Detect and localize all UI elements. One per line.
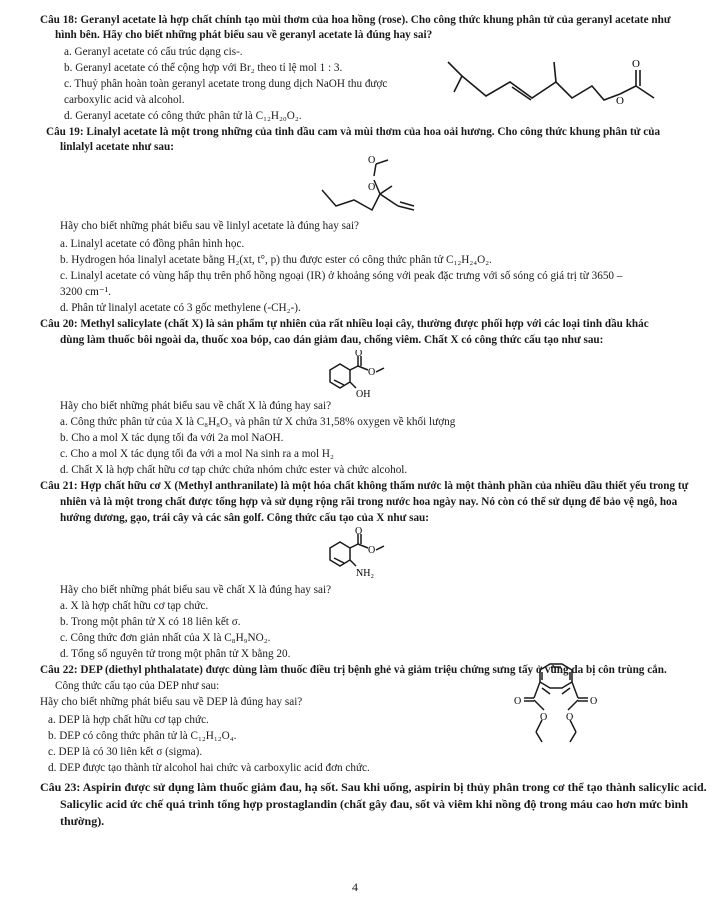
q22-ask: Hãy cho biết những phát biểu sau về DEP là đúng hay sai? [40, 696, 303, 708]
carbonyl-o-label: O [355, 526, 363, 537]
q20-option-b: b. Cho a mol X tác dụng tối đa với 2a mol NaOH. [60, 432, 284, 444]
q22-option-a: a. DEP là hợp chất hữu cơ tạp chức. [48, 714, 209, 726]
carbonyl-o-label: O [355, 350, 363, 359]
ester-o-label: O [368, 367, 376, 378]
q23-line1 [40, 780, 707, 794]
q18-option-c: c. Thuỷ phân hoàn toàn geranyl acetate trong dung dịch NaOH thu được [64, 78, 388, 90]
q19-stem-line1: Câu 19: Linalyl acetate là một trong những của tinh dầu cam và mùi thơm của hoa oải hương. Cho công thức khung phân tử của [46, 126, 661, 138]
q19-option-c: c. Linalyl acetate có vùng hấp thụ trên phổ hồng ngoại (IR) ở khoảng sóng với peak đặc trưng với số sóng có giá trị từ 3650 – [60, 270, 623, 282]
q19-option-d: d. Phân tử linalyl acetate có 3 gốc methylene (-CH₂-). [60, 302, 301, 314]
q21-option-a: a. X là hợp chất hữu cơ tạp chức. [60, 600, 209, 612]
q23-text: Câu 23: Aspirin được sử dụng làm thuốc giảm đau, hạ sốt. Sau khi uống, aspirin bị thủy phân trong cơ thể tạo thành salicylic acid. [40, 780, 707, 794]
q19-option-b: b. Hydrogen hóa linalyl acetate bằng H₂(xt, t°, p) thu được ester có công thức phân tử C₁₂H₂₄O₂. [60, 254, 492, 266]
q18-option-c-cont: carboxylic acid và alcohol. [64, 94, 185, 106]
q22-option-b: b. DEP có công thức phân tử là C₁₂H₁₂O₄. [48, 730, 237, 742]
q18-stem-line2: hình bên. Hãy cho biết những phát biểu sau về geranyl acetate là đúng hay sai? [55, 29, 433, 41]
right-carbonyl-o-label: O [590, 696, 598, 707]
page-number: 4 [352, 880, 358, 894]
ester-o-label: O [368, 545, 376, 556]
geranyl-acetate-structure [440, 48, 670, 114]
left-carbonyl-o-label: O [514, 696, 522, 707]
dep-structure [506, 658, 606, 764]
q19-option-c-cont: 3200 cm⁻¹. [60, 286, 111, 298]
q20-stem-line1: Câu 20: Methyl salicylate (chất X) là sản phẩm tự nhiên của rất nhiều loại cây, thường được phối hợp với các loại tinh dầu khác [40, 318, 649, 330]
methyl-anthranilate-structure [318, 524, 398, 582]
q21-option-b: b. Trong một phân tử X có 18 liên kết σ. [60, 616, 241, 628]
q23-line3: thường). [60, 814, 105, 828]
q18-stem-line1: Câu 18: Geranyl acetate là hợp chất chính tạo mùi thơm của hoa hồng (rose). Cho công thức khung phân tử của geranyl acetate như [40, 14, 671, 26]
q22-subtitle: Công thức cấu tạo của DEP như sau: [55, 680, 220, 692]
q23-line2: Salicylic acid ức chế quá trình tổng hợp prostaglandin (chất gây đau, sốt và viêm khi nồng độ trong máu cao hơn mức bình [60, 797, 689, 811]
q18-option-b: b. Geranyl acetate có thể cộng hợp với Br₂ theo tỉ lệ mol 1 : 3. [64, 62, 343, 74]
q20-option-a: a. Công thức phân tử của X là C₈H₈O₃ và phân tử X chứa 31,58% oxygen về khối lượng [60, 416, 456, 428]
q20-ask: Hãy cho biết những phát biểu sau về chất X là đúng hay sai? [60, 400, 332, 412]
hydroxyl-label: OH [356, 389, 371, 400]
right-ester-o-label: O [566, 712, 574, 723]
q19-option-a: a. Linalyl acetate có đồng phân hình học. [60, 238, 245, 250]
carbonyl-o-label: O [632, 58, 640, 70]
q20-option-d: d. Chất X là hợp chất hữu cơ tạp chức chứa nhóm chức ester và chức alcohol. [60, 464, 408, 476]
linalyl-acetate-structure [318, 150, 428, 220]
q20-option-c: c. Cho a mol X tác dụng tối đa với a mol Na sinh ra a mol H₂ [60, 448, 334, 460]
q22-stem: Câu 22: DEP (diethyl phthalatate) được dùng làm thuốc điều trị bệnh ghẻ và giảm triệu chứng sưng tấy ở vùng da bị côn trùng cắn. [40, 664, 667, 676]
q21-option-d: d. Tổng số nguyên tử trong một phân tử X bằng 20. [60, 648, 291, 660]
q20-stem-line2: dùng làm thuốc bôi ngoài da, thuốc xoa bóp, cao dán giảm đau, chống viêm. Chất X có công thức cấu tạo như sau: [60, 334, 604, 346]
q21-ask: Hãy cho biết những phát biểu sau về chất X là đúng hay sai? [60, 584, 332, 596]
q21-stem-line1: Câu 21: Hợp chất hữu cơ X (Methyl anthranilate) là một hóa chất không thấm nước là một thành phần của nhiều dầu thiết yếu trong tự [40, 480, 689, 492]
q21-stem-line2: nhiên và là một trong chất được tổng hợp và sử dụng rộng rãi trong nước hoa ngày nay. Nó còn có thể sử dụng để bảo vệ ngô, hoa [60, 496, 678, 508]
ester-o-label: O [616, 95, 624, 107]
q22-option-c: c. DEP là có 30 liên kết σ (sigma). [48, 746, 203, 758]
q19-stem-line2: linlalyl acetate như sau: [60, 141, 174, 153]
ester-o-label: O [368, 182, 376, 193]
left-ester-o-label: O [540, 712, 548, 723]
carbonyl-o-label: O [368, 155, 376, 166]
q21-option-c: c. Công thức đơn giản nhất của X là C₈H₉NO₂. [60, 632, 271, 644]
amino-label: NH₂ [356, 568, 374, 579]
q18-option-a: a. Geranyl acetate có cấu trúc dạng cis-. [64, 46, 243, 58]
methyl-salicylate-structure [318, 350, 398, 400]
q22-option-d: d. DEP được tạo thành từ alcohol hai chức và carboxylic acid đơn chức. [48, 762, 370, 774]
q18-option-d: d. Geranyl acetate có công thức phân tử là C₁₂H₂₀O₂. [64, 110, 302, 122]
q21-stem-line3: hướng dương, gạo, trái cây và các sân golf. Công thức cấu tạo của X như sau: [60, 512, 429, 524]
q19-ask: Hãy cho biết những phát biểu sau về linlyl acetate là đúng hay sai? [60, 220, 360, 232]
